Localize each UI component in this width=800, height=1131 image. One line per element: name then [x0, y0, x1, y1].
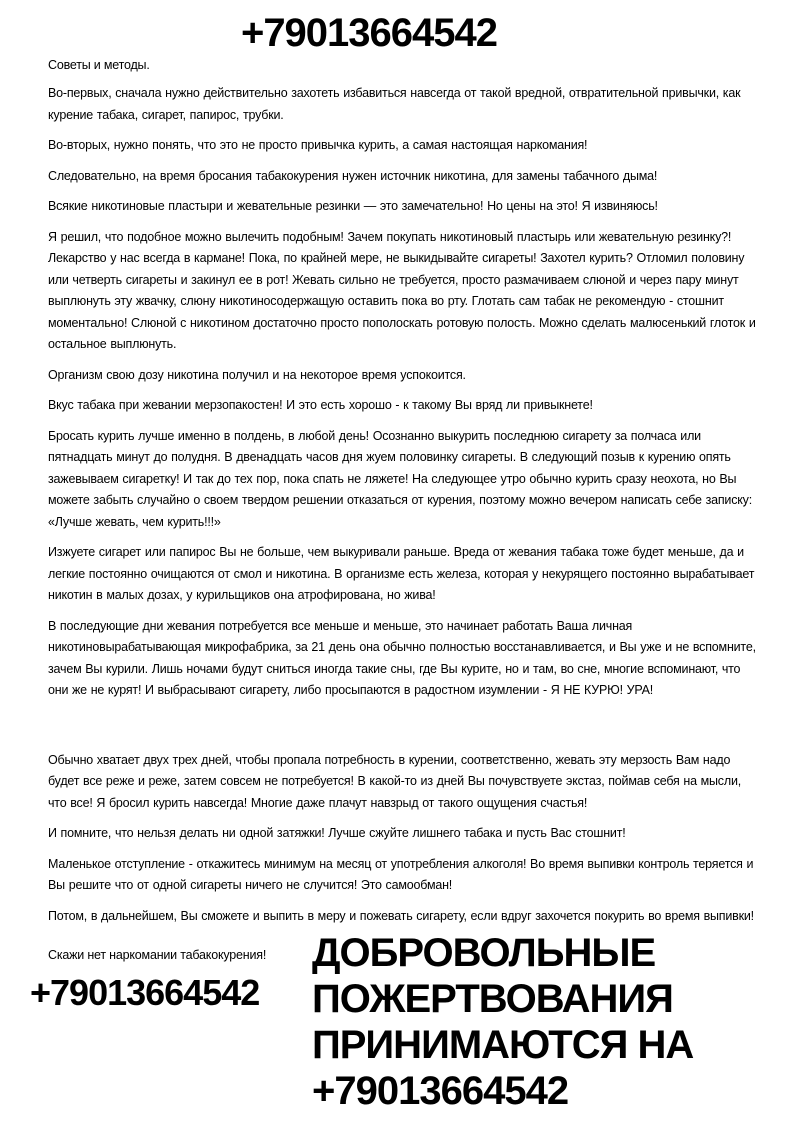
- paragraph: Вкус табака при жевании мерзопакостен! И это есть хорошо - к такому Вы вряд ли привыкнете!: [48, 398, 593, 412]
- donation-line: ПОЖЕРТВОВАНИЯ: [312, 977, 673, 1021]
- body-text: [48, 54, 760, 934]
- paragraph: Следовательно, на время бросания табакокурения нужен источник никотина, для замены табачного дыма!: [48, 168, 658, 183]
- paragraph: В последующие дни жевания потребуется все меньше и меньше, это начинает работать Ваша личная никотиновырабатывающая микрофабрика, за 21 день она обычно полностью восстанавливается, и Вы уже и не вспомните, зачем Вы курили. Лишь ночами будут сниться иногда такие сны, где Вы курите, но и там, во сне, многие вспоминают, что они же не курят! И выбрасывают сигарету, либо просыпаются в радостном изумлении - Я НЕ КУРЮ! УРА!: [48, 618, 756, 697]
- footer-note: Скажи нет наркомании табакокурения!: [48, 948, 267, 962]
- top-phone-number: +79013664542: [240, 11, 498, 55]
- paragraph: Обычно хватает двух трех дней, чтобы пропала потребность в курении, соответственно, жевать эту мерзость Вам надо будет все реже и реже, затем совсем не потребуется! В какой-то из дней Вы почувствуете экстаз, поймав себя на мысли, что все! Я бросил курить навсегда! Многие даже плачут навзрыд от такого ощущения счастья!: [48, 752, 741, 810]
- content-column: [0, 54, 800, 1114]
- donation-line: ДОБРОВОЛЬНЫЕ: [312, 931, 656, 975]
- paragraph: Во-первых, сначала нужно действительно захотеть избавиться навсегда от такой вредной, отвратительной привычки, как курение табака, сигарет, папирос, трубки.: [48, 86, 741, 122]
- donation-block: [312, 930, 760, 1114]
- donation-line: ПРИНИМАЮТСЯ НА: [312, 1023, 694, 1067]
- paragraph: Маленькое отступление - откажитесь минимум на месяц от употребления алкоголя! Во время выпивки контроль теряется и Вы решите что от одной сигареты ничего не случится! Это самообман!: [48, 856, 754, 892]
- paragraph: И помните, что нельзя делать ни одной затяжки! Лучше сжуйте лишнего табака и пусть Вас стошнит!: [48, 826, 626, 840]
- footer-left: [30, 934, 312, 1014]
- paragraph: Я решил, что подобное можно вылечить подобным! Зачем покупать никотиновый пластырь или жевательную резинку?! Лекарство у нас всегда в кармане! Пока, по крайней мере, не выкидывайте сигареты! Захотел курить? Отломил половину или четверть сигареты и закинул ее в рот! Жевать сильно не требуется, просто размачиваем слюной и через пару минут выплюнуть эту жвачку, слюну никотиносодержащую оставить пока во рту. Глотать сам табак не рекомендую - стошнит моментально! Слюной с никотином достаточно просто пополоскать ротовую полость. Можно сделать малюсенький глоток и остальное выплюнуть.: [48, 229, 756, 351]
- paragraph: Всякие никотиновые пластыри и жевательные резинки — это замечательно! Но цены на это! Я извиняюсь!: [48, 199, 658, 213]
- paragraph: Изжуете сигарет или папирос Вы не больше, чем выкуривали раньше. Вреда от жевания табака тоже будет меньше, да и легкие постоянно очищаются от смол и никотина. В организме есть железа, которая у некурящего постоянно вырабатывает никотин в малых дозах, у курильщиков она атрофирована, но жива!: [48, 545, 755, 602]
- paragraph: Потом, в дальнейшем, Вы сможете и выпить в меру и пожевать сигарету, если вдруг захочется покурить во время выпивки!: [48, 908, 754, 923]
- footer-phone-number: +79013664542: [30, 972, 260, 1013]
- footer: [30, 931, 760, 1114]
- paragraph: Организм свою дозу никотина получил и на некоторое время успокоится.: [48, 367, 466, 382]
- paragraph: Во-вторых, нужно понять, что это не просто привычка курить, а самая настоящая наркомания!: [48, 138, 588, 152]
- donation-phone-number: +79013664542: [312, 1069, 569, 1113]
- subtitle: Советы и методы.: [48, 58, 150, 72]
- paragraph: Бросать курить лучше именно в полдень, в любой день! Осознанно выкурить последнюю сигарету за полчаса или пятнадцать минут до полудня. В двенадцать часов дня жуем половинку сигареты. В следующий позыв к курению опять зажевываем сигаретку! И так до тех пор, пока спать не ляжете! На следующее утро обычно курить сразу неохота, но Вы можете забыть случайно о своем твердом решении отказаться от курения, поэтому можно вечером написать себе записку: «Лучше жевать, чем курить!!!»: [48, 428, 752, 529]
